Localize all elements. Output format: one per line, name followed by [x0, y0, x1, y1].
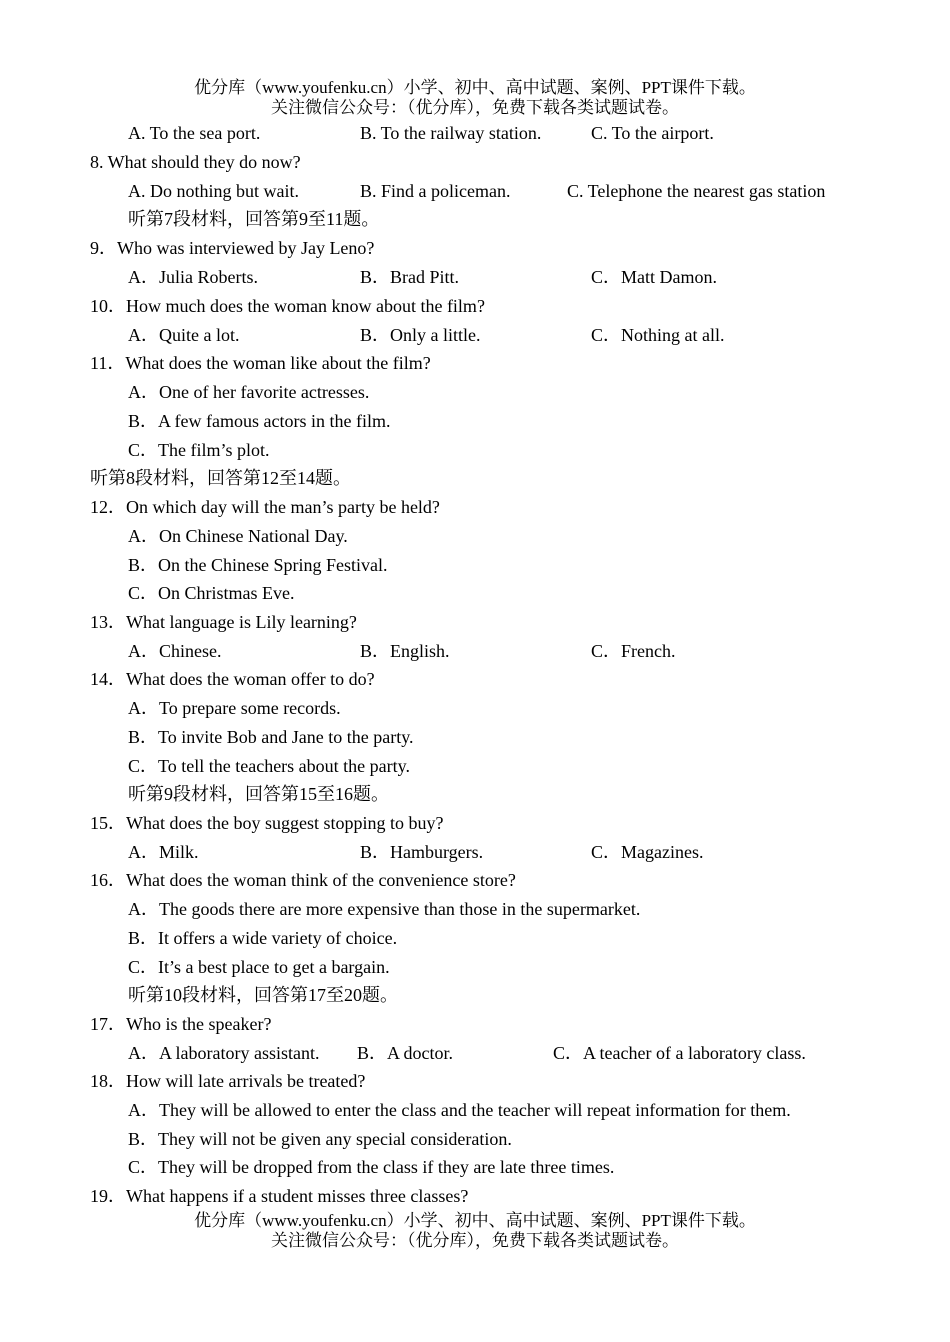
section-heading-9: 听第9段材料，回答第15至16题。 [128, 784, 389, 804]
q18-option-b: B．They will not be given any special consideration. [128, 1129, 512, 1149]
q8-option-b: B. Find a policeman. [360, 181, 511, 201]
q15-option-b: B．Hamburgers. [360, 842, 484, 862]
q10-stem: 10．How much does the woman know about the film? [90, 296, 485, 316]
q11-stem: 11．What does the woman like about the film? [90, 353, 431, 373]
q11-option-b: B．A few famous actors in the film. [128, 411, 391, 431]
q10-option-a: A．Quite a lot. [128, 325, 240, 345]
q11-option-a: A．One of her favorite actresses. [128, 382, 370, 402]
q11-option-c: C．The film’s plot. [128, 440, 270, 460]
section-heading-10: 听第10段材料，回答第17至20题。 [128, 985, 398, 1005]
q14-option-c: C．To tell the teachers about the party. [128, 756, 410, 776]
q8-option-c: C. Telephone the nearest gas station [567, 181, 826, 201]
q15-option-c: C．Magazines. [591, 842, 704, 862]
q17-option-c: C．A teacher of a laboratory class. [553, 1043, 806, 1063]
q7-option-c: C. To the airport. [591, 123, 714, 143]
q13-option-a: A．Chinese. [128, 641, 222, 661]
q17-option-b: B．A doctor. [357, 1043, 454, 1063]
q16-option-c: C．It’s a best place to get a bargain. [128, 957, 390, 977]
q16-option-b: B．It offers a wide variety of choice. [128, 928, 398, 948]
q10-option-c: C．Nothing at all. [591, 325, 725, 345]
section-heading-7: 听第7段材料，回答第9至11题。 [128, 209, 380, 229]
q12-option-a: A．On Chinese National Day. [128, 526, 348, 546]
q13-option-b: B．English. [360, 641, 450, 661]
q14-stem: 14．What does the woman offer to do? [90, 669, 375, 689]
q8-option-a: A. Do nothing but wait. [128, 181, 299, 201]
footer-line-2: 关注微信公众号：（优分库），免费下载各类试题试卷。 [271, 1231, 679, 1250]
q18-option-c: C．They will be dropped from the class if they are late three times. [128, 1157, 615, 1177]
q7-option-a: A. To the sea port. [128, 123, 261, 143]
q9-stem: 9．Who was interviewed by Jay Leno? [90, 238, 375, 258]
q16-option-a: A．The goods there are more expensive than those in the supermarket. [128, 899, 641, 919]
q14-option-b: B．To invite Bob and Jane to the party. [128, 727, 414, 747]
q12-stem: 12．On which day will the man’s party be held? [90, 497, 440, 517]
q8-stem: 8. What should they do now? [90, 152, 301, 172]
q12-option-c: C．On Christmas Eve. [128, 583, 295, 603]
q9-option-a: A．Julia Roberts. [128, 267, 258, 287]
footer-line-1: 优分库（www.youfenku.cn）小学、初中、高中试题、案例、PPT课件下载。 [194, 1211, 756, 1230]
q19-stem: 19．What happens if a student misses three classes? [90, 1186, 469, 1206]
q12-option-b: B．On the Chinese Spring Festival. [128, 555, 388, 575]
q18-option-a: A．They will be allowed to enter the class and the teacher will repeat information for them. [128, 1100, 791, 1120]
q14-option-a: A．To prepare some records. [128, 698, 341, 718]
q13-stem: 13．What language is Lily learning? [90, 612, 357, 632]
q9-option-b: B．Brad Pitt. [360, 267, 460, 287]
section-heading-8: 听第8段材料，回答第12至14题。 [90, 468, 351, 488]
header-line-1: 优分库（www.youfenku.cn）小学、初中、高中试题、案例、PPT课件下载。 [194, 78, 756, 97]
q18-stem: 18．How will late arrivals be treated? [90, 1071, 366, 1091]
q7-option-b: B. To the railway station. [360, 123, 542, 143]
q10-option-b: B．Only a little. [360, 325, 481, 345]
q15-option-a: A．Milk. [128, 842, 199, 862]
q13-option-c: C．French. [591, 641, 676, 661]
q15-stem: 15．What does the boy suggest stopping to buy? [90, 813, 444, 833]
header-line-2: 关注微信公众号：（优分库），免费下载各类试题试卷。 [271, 98, 679, 117]
q16-stem: 16．What does the woman think of the convenience store? [90, 870, 516, 890]
q9-option-c: C．Matt Damon. [591, 267, 717, 287]
q17-option-a: A．A laboratory assistant. [128, 1043, 320, 1063]
q17-stem: 17．Who is the speaker? [90, 1014, 272, 1034]
